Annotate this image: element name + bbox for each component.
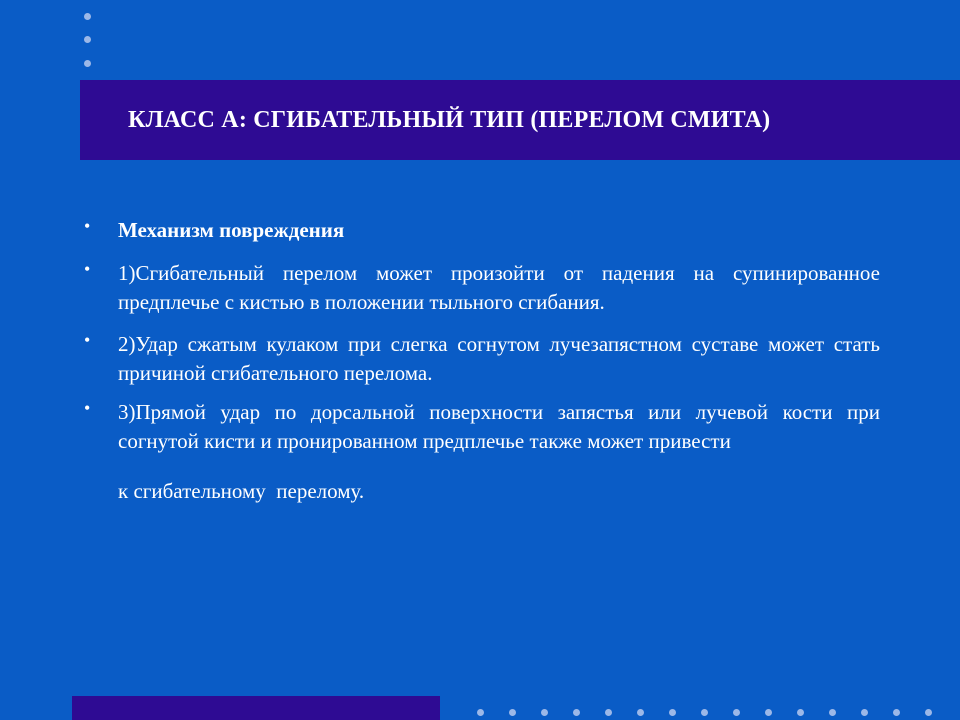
decorative-dot [797,709,804,716]
decorative-dot [733,709,740,716]
slide-title: КЛАСС А: СГИБАТЕЛЬНЫЙ ТИП (ПЕРЕЛОМ СМИТА) [128,107,771,133]
decorative-dot [893,709,900,716]
decorative-dot [861,709,868,716]
decorative-dot [84,13,91,20]
decorative-dot [509,709,516,716]
bullet-icon: • [84,216,91,236]
bottom-bar [72,696,440,720]
bullet-continuation [80,477,880,506]
bullet-text: 1)Сгибательный перелом может произойти от падения на супинированное предплечье с кистью в положении тыльного сгибания. [118,261,880,314]
bullet-item [80,259,880,317]
decorative-dot [637,709,644,716]
decorative-dot [669,709,676,716]
decorative-dot [477,709,484,716]
bullet-text: Механизм повреждения [118,218,345,242]
decorative-dot [829,709,836,716]
bullet-text-continuation: к сгибательному перелому. [118,479,365,503]
decorative-dot [84,60,91,67]
decorative-dot [765,709,772,716]
decorative-dot [925,709,932,716]
bullet-icon: • [84,398,91,418]
bullet-item-heading [80,216,880,245]
bullet-text: 3)Прямой удар по дорсальной поверхности запястья или лучевой кости при согнутой кисти и пронированном предплечье также может привести [118,400,880,453]
bullet-item [80,330,880,388]
decorative-dot [541,709,548,716]
decorative-dot [701,709,708,716]
bullet-item [80,398,880,456]
bullet-icon: • [84,259,91,279]
decorative-dot [573,709,580,716]
bullet-text: 2)Удар сжатым кулаком при слегка согнутом лучезапястном суставе может стать причиной сгибательного перелома. [118,332,880,385]
decorative-dot [605,709,612,716]
decorative-dot [84,36,91,43]
bullet-icon: • [84,330,91,350]
